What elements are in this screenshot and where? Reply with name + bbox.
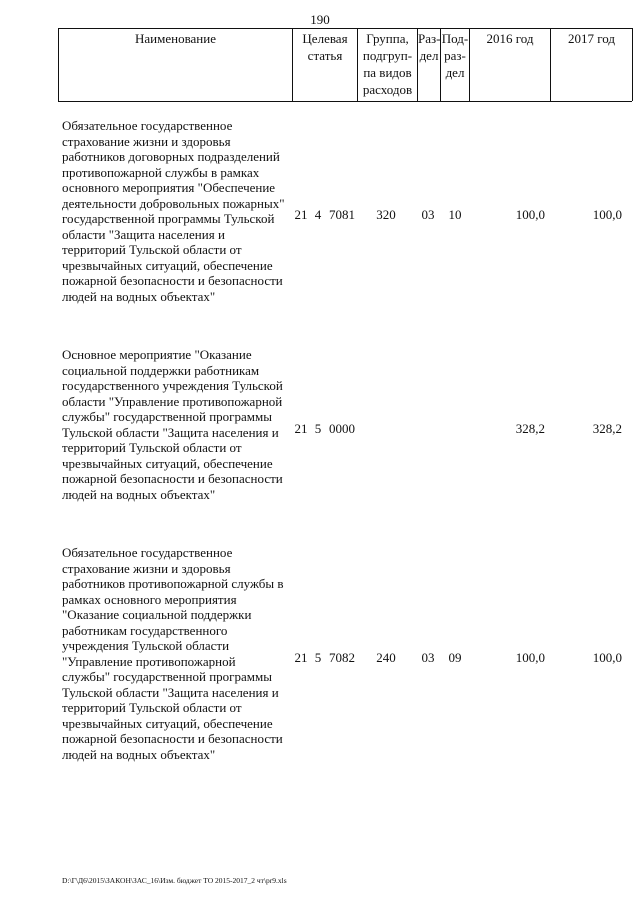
row-direction-code: 7081 (329, 207, 355, 222)
row-name-line: Тульской области "Защита населения и (62, 684, 279, 700)
header-name: Наименование (135, 31, 216, 46)
row-name-line: рамках основного мероприятия (62, 591, 237, 607)
header-divider (632, 28, 633, 101)
row-name-line: людей на водных объектах" (62, 486, 216, 502)
header-year-2017: 2017 год (568, 31, 615, 46)
header-section-line: Раз- (418, 31, 441, 46)
row-group: 320 (376, 207, 396, 222)
row-name (62, 545, 292, 762)
row-name-line: государственной программы Тульской (62, 211, 275, 226)
row-amount-2017: 328,2 (592, 421, 622, 436)
row-direction-code: 7082 (329, 650, 355, 665)
row-name-line: "Оказание социальной поддержки (62, 607, 252, 622)
row-name-line: службы" государственной программы (62, 669, 272, 684)
row-program-code: 21 (294, 650, 308, 665)
row-name-line: "Управление противопожарной (62, 653, 236, 669)
row-name (62, 347, 292, 502)
page-number: 190 (310, 12, 330, 27)
row-name-line: людей на водных объектах" (62, 288, 216, 304)
row-program-code: 21 (294, 421, 308, 436)
row-name-line: основного мероприятия "Обеспечение (62, 180, 276, 195)
row-subsection: 10 (448, 207, 462, 222)
row-section: 03 (421, 207, 435, 222)
row-name-line: учреждения Тульской области (62, 638, 230, 653)
row-name-line: Основное мероприятие "Оказание (62, 347, 252, 362)
row-name-line: деятельности добровольных пожарных" (62, 195, 285, 211)
header-target-line: статья (307, 48, 343, 63)
row-amount-2016: 100,0 (515, 650, 545, 665)
header-group-line: Группа, (366, 31, 409, 46)
row-name-line: чрезвычайных ситуаций, обеспечение (62, 455, 273, 471)
row-amount-2016: 328,2 (515, 421, 545, 436)
row-subprogram-code: 5 (314, 421, 322, 436)
row-name-line: пожарной безопасности и безопасности (62, 471, 283, 486)
row-section: 03 (421, 650, 435, 665)
header-bottom-border (58, 101, 632, 102)
row-name-line: области "Управление противопожарной (62, 393, 283, 409)
row-name-line: работникам государственного (62, 622, 228, 638)
row-name-line: социальной поддержки работникам (62, 362, 260, 378)
row-name-line: чрезвычайных ситуаций, обеспечение (62, 715, 273, 731)
row-name-line: Обязательное государственное (62, 545, 233, 560)
row-name-line: территорий Тульской области от (62, 242, 242, 257)
row-name-line: противопожарной службы в рамках (62, 164, 260, 180)
header-group (358, 30, 417, 98)
row-name-line: работников договорных подразделений (62, 149, 280, 164)
header-section (418, 30, 440, 64)
row-name-line: работников противопожарной службы в (62, 576, 284, 591)
header-subsection-line: Под- (441, 31, 469, 46)
row-name-line: Тульской области "Защита населения и (62, 424, 279, 440)
row-name-line: чрезвычайных ситуаций, обеспечение (62, 257, 273, 273)
row-name-line: государственного учреждения Тульской (62, 378, 283, 393)
row-name-line: страхование жизни и здоровья (62, 133, 231, 149)
row-name-line: пожарной безопасности и безопасности (62, 731, 283, 746)
row-name (62, 118, 292, 304)
header-target-line: Целевая (302, 31, 348, 46)
row-amount-2017: 100,0 (592, 207, 622, 222)
row-subsection: 09 (448, 650, 462, 665)
row-direction-code: 0000 (329, 421, 355, 436)
row-name-line: территорий Тульской области от (62, 700, 242, 715)
row-subprogram-code: 4 (314, 207, 322, 222)
header-top-border (58, 28, 632, 29)
row-amount-2016: 100,0 (515, 207, 545, 222)
header-target (293, 30, 357, 64)
row-name-line: пожарной безопасности и безопасности (62, 273, 283, 288)
header-group-line: па видов (363, 65, 412, 80)
row-name-line: территорий Тульской области от (62, 440, 242, 455)
row-name-line: людей на водных объектах" (62, 746, 216, 762)
row-name-line: страхование жизни и здоровья (62, 560, 231, 576)
row-name-line: службы" государственной программы (62, 409, 272, 424)
row-name-line: области "Защита населения и (62, 226, 225, 242)
row-name-line: Обязательное государственное (62, 118, 233, 133)
footer-file-path: D:\Г\Д6\2015\ЗАКОН\ЗАС_16\Изм. бюджет ТО 2015-2017_2 чт\pr9.xls (62, 876, 287, 885)
header-group-line: расходов (362, 82, 413, 97)
row-group: 240 (376, 650, 396, 665)
row-amount-2017: 100,0 (592, 650, 622, 665)
row-subprogram-code: 5 (314, 650, 322, 665)
header-subsection-line: раз- (444, 48, 466, 63)
header-section-line: дел (419, 48, 439, 63)
header-subsection (441, 30, 469, 81)
row-program-code: 21 (294, 207, 308, 222)
header-subsection-line: дел (445, 65, 465, 80)
header-year-2016: 2016 год (486, 31, 534, 46)
header-group-line: подгруп- (362, 48, 413, 63)
